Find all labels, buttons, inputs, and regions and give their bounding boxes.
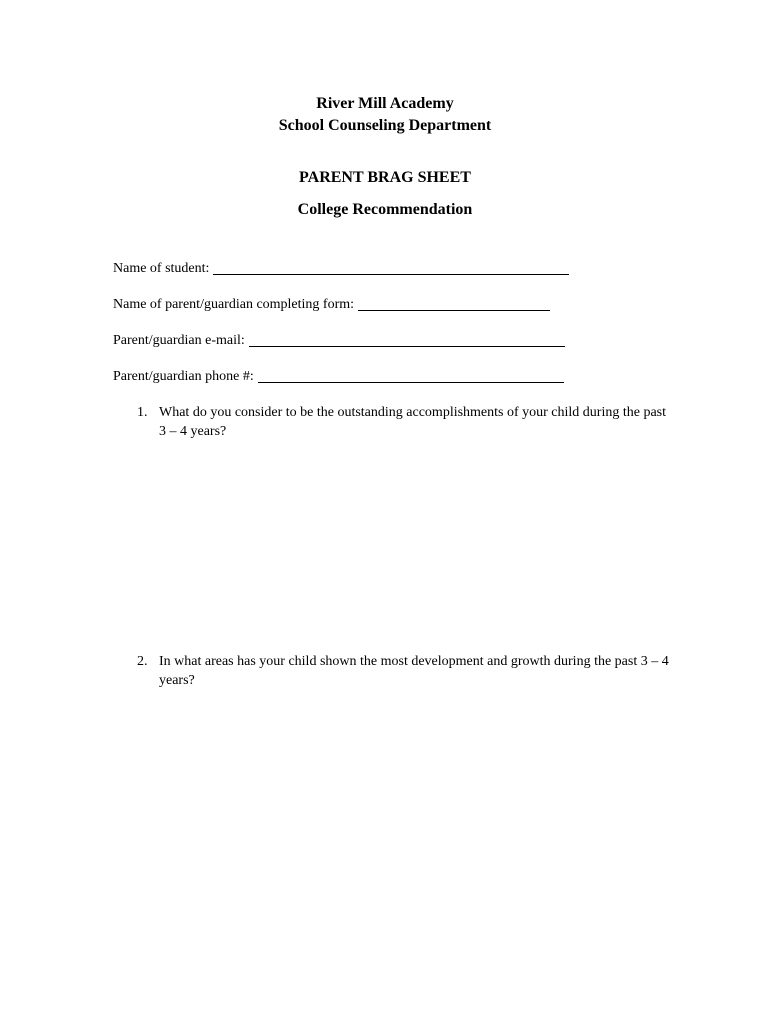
question-2-text: In what areas has your child shown the most development and growth during the past 3 – 4 years? (159, 654, 669, 688)
parent-email-field (113, 332, 565, 350)
question-1-text: What do you consider to be the outstanding accomplishments of your child during the past 3 – 4 years? (159, 405, 667, 439)
parent-name-field (113, 296, 550, 314)
student-name-field (113, 260, 569, 278)
question-2-number: 2. (137, 654, 148, 669)
parent-phone-field (113, 368, 564, 386)
student-name-label: Name of student: (113, 261, 210, 276)
parent-name-blank[interactable] (358, 296, 550, 311)
parent-name-label: Name of parent/guardian completing form: (113, 297, 355, 312)
question-1-answer-area[interactable] (159, 445, 659, 640)
parent-phone-blank[interactable] (258, 368, 564, 383)
form-subtitle: College Recommendation (297, 201, 473, 218)
parent-email-blank[interactable] (249, 332, 565, 347)
question-2-answer-area[interactable] (159, 694, 659, 994)
student-name-blank[interactable] (213, 260, 569, 275)
school-name: River Mill Academy (316, 95, 454, 112)
department-name: School Counseling Department (278, 117, 492, 134)
parent-email-label: Parent/guardian e-mail: (113, 333, 245, 348)
form-title: PARENT BRAG SHEET (299, 169, 471, 186)
parent-phone-label: Parent/guardian phone #: (113, 369, 254, 384)
question-1-number: 1. (137, 405, 148, 420)
